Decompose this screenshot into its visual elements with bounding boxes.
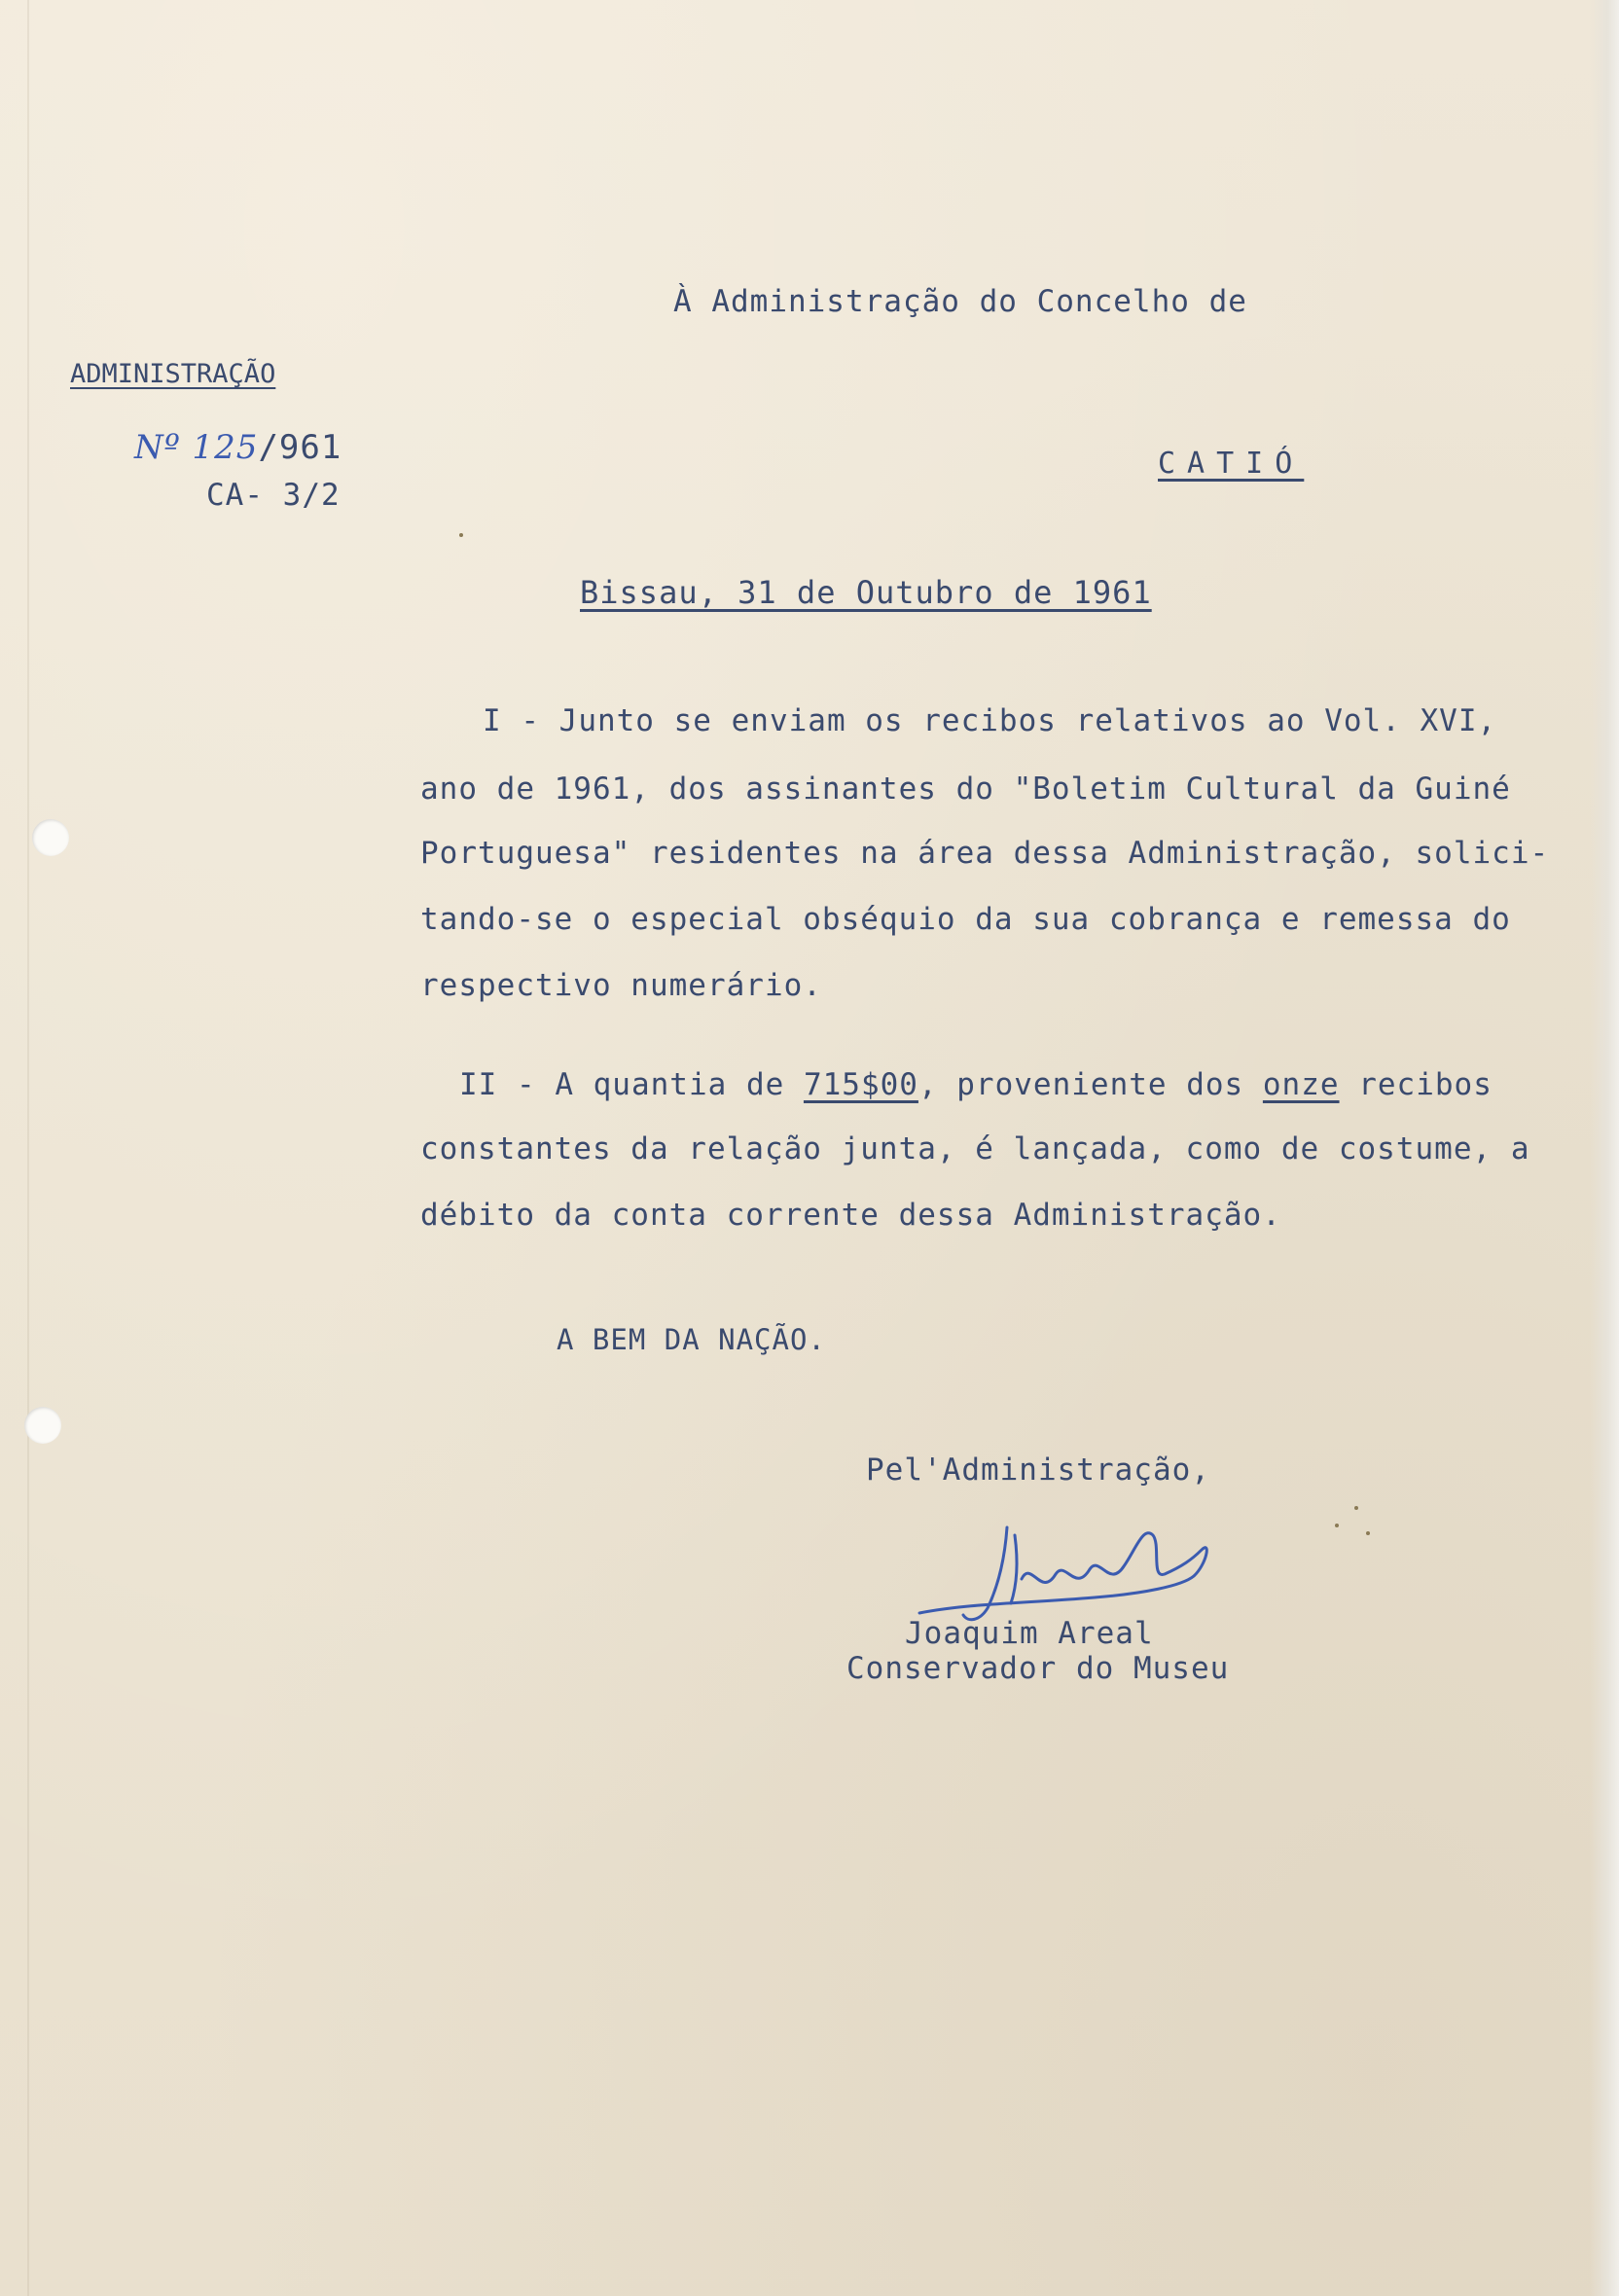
- paragraph-1-line-4: tando-se o especial obséquio da sua cobrança e remessa do: [420, 902, 1511, 937]
- amount-value: 715$00: [803, 1067, 918, 1102]
- paper-speck: [1354, 1506, 1358, 1510]
- punch-hole: [32, 819, 69, 856]
- paragraph-1-line-1: I - Junto se enviam os recibos relativos ao Vol. XVI,: [483, 703, 1497, 738]
- dateline: Bissau, 31 de Outubro de 1961: [580, 574, 1152, 611]
- addressee-line: À Administração do Concelho de: [673, 284, 1247, 319]
- closing-salutation: A BEM DA NAÇÃO.: [557, 1323, 826, 1356]
- paper-edge: [1590, 0, 1619, 2296]
- place-name: CATIÓ: [1158, 447, 1305, 481]
- paragraph-2-line-1: [459, 1068, 1493, 1101]
- paragraph-1-line-2: ano de 1961, dos assinantes do "Boletim Cultural da Guiné: [420, 771, 1511, 807]
- handwritten-signature: [910, 1506, 1221, 1632]
- paper-speck: [459, 533, 463, 537]
- reference-year: /961: [258, 428, 342, 467]
- signatory-name: Joaquim Areal: [905, 1616, 1154, 1651]
- signatory-title: Conservador do Museu: [846, 1651, 1230, 1686]
- paragraph-2-text: II - A quantia de: [459, 1067, 804, 1102]
- paragraph-2-line-3: débito da conta corrente dessa Administração.: [420, 1198, 1281, 1233]
- paragraph-1-line-3: Portuguesa" residentes na área dessa Administração, solici-: [420, 836, 1550, 871]
- punch-hole: [24, 1407, 61, 1444]
- handwritten-number: Nº 125: [134, 428, 259, 467]
- paper-speck: [1366, 1531, 1370, 1535]
- paragraph-1-line-5: respectivo numerário.: [420, 968, 822, 1003]
- receipt-count: onze: [1262, 1067, 1340, 1102]
- reference-code: CA- 3/2: [206, 478, 341, 513]
- paper-fold-line: [27, 0, 29, 2296]
- paragraph-2-text: recibos: [1339, 1067, 1493, 1102]
- paragraph-2-line-2: constantes da relação junta, é lançada, como de costume, a: [420, 1131, 1530, 1166]
- reference-number: [134, 428, 342, 467]
- paper-speck: [1335, 1524, 1339, 1527]
- paragraph-2-text: , proveniente dos: [917, 1067, 1263, 1102]
- department-stamp: ADMINISTRAÇÃO: [70, 359, 276, 389]
- sign-off: Pel'Administração,: [866, 1453, 1210, 1488]
